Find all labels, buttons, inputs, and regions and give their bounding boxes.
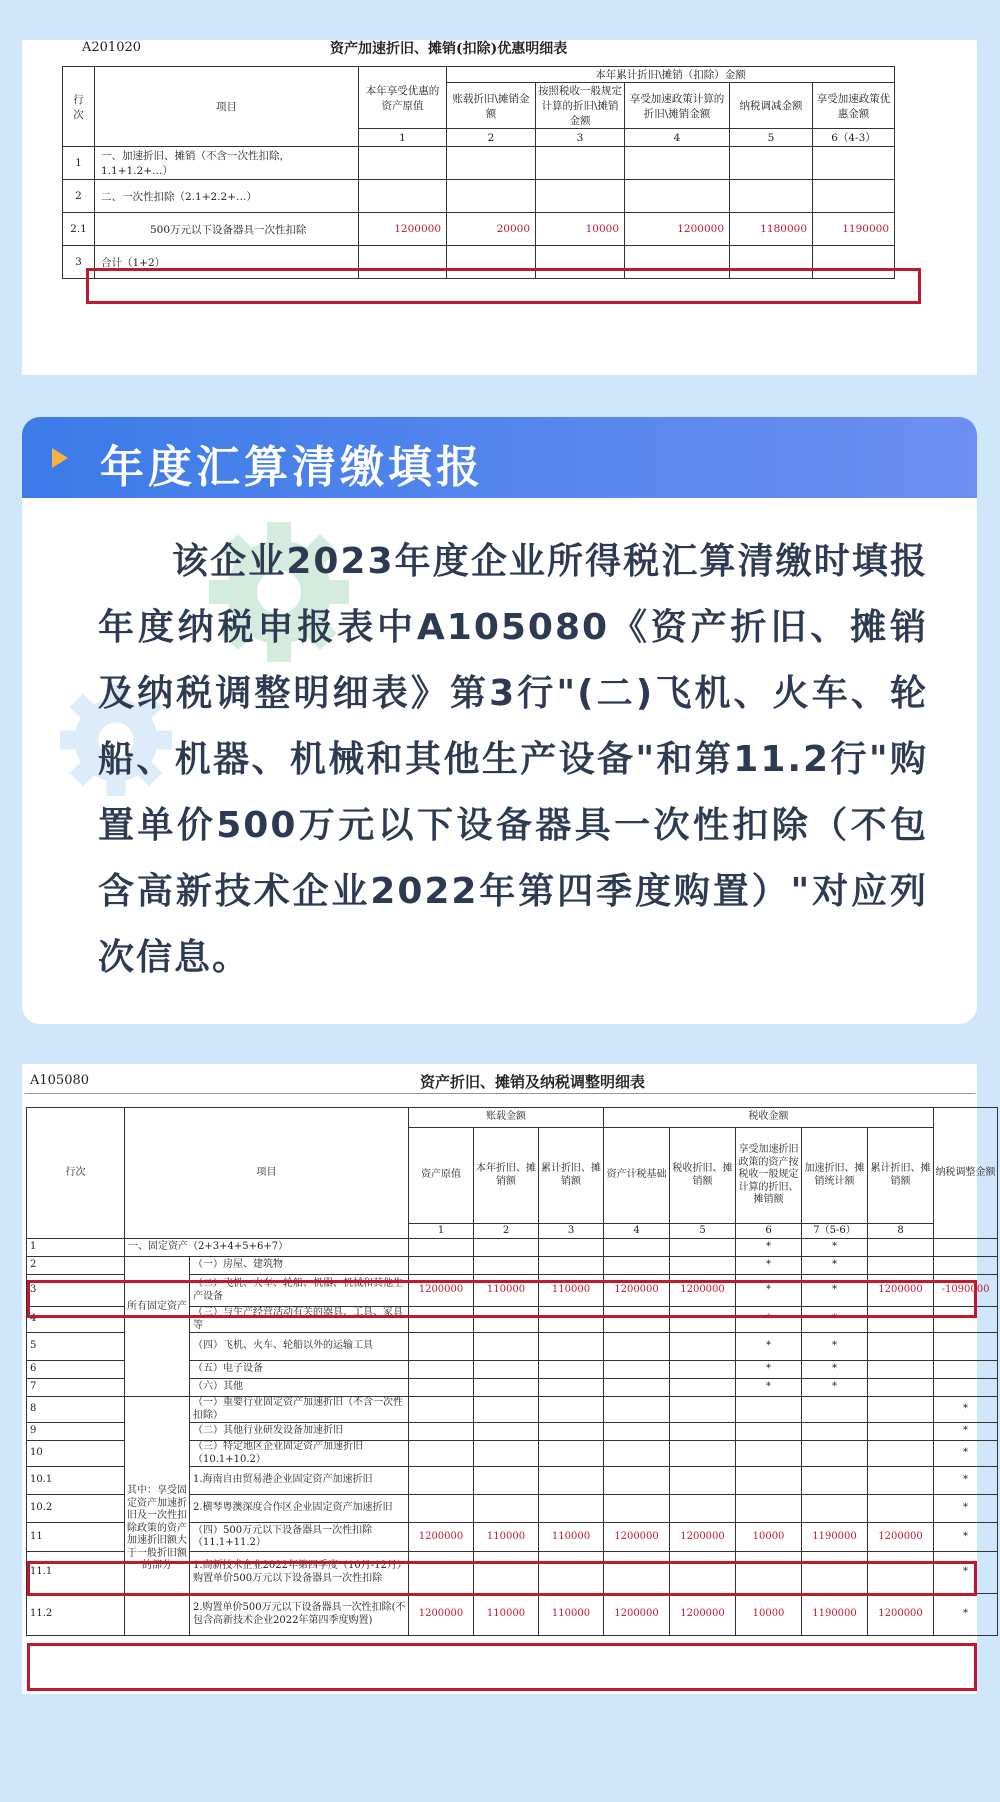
t2-cell <box>868 1423 934 1441</box>
t2-cell: * <box>802 1333 868 1361</box>
t1-header-original: 本年享受优惠的资产原值 <box>359 67 447 129</box>
t1-cell: 20000 <box>447 213 536 246</box>
t2-cell <box>409 1333 474 1361</box>
t2-cell <box>736 1467 802 1495</box>
table2-title: 资产折旧、摊销及纳税调整明细表 <box>420 1073 646 1091</box>
t2-cell: 1200000 <box>868 1275 934 1307</box>
t2-cell <box>934 1361 998 1379</box>
t2-rowno: 11.2 <box>27 1594 125 1636</box>
t2-group-accel: 其中：享受固定资产加速折旧及一次性扣除政策的资产加速折旧额大于一般折旧额的部分 <box>125 1397 190 1636</box>
t2-cell: 1200000 <box>604 1594 670 1636</box>
t2-cell <box>474 1379 539 1397</box>
t1-cell: 1200000 <box>359 213 447 246</box>
t2-cell: * <box>802 1361 868 1379</box>
t2-rowno: 1 <box>27 1239 125 1257</box>
t2-cell <box>474 1397 539 1423</box>
t2-cell <box>868 1361 934 1379</box>
table-row-highlighted <box>63 213 895 246</box>
t2-header-c7: 加速折旧、摊销统计额 <box>802 1128 868 1224</box>
t2-cell: * <box>934 1423 998 1441</box>
t2-cell <box>736 1495 802 1523</box>
t2-cell <box>670 1552 736 1594</box>
t2-cell: 1200000 <box>409 1594 474 1636</box>
t2-cell <box>539 1379 604 1397</box>
table-row <box>27 1239 998 1257</box>
t1-rowno: 3 <box>63 246 95 279</box>
t2-item: （一）重要行业固定资产加速折旧（不含一次性扣除） <box>190 1397 409 1423</box>
t2-cell <box>474 1467 539 1495</box>
t2-cell <box>670 1361 736 1379</box>
t2-cell <box>736 1423 802 1441</box>
t2-cell <box>539 1397 604 1423</box>
t2-cell <box>539 1361 604 1379</box>
t1-rowno: 1 <box>63 147 95 180</box>
t2-cell: 110000 <box>474 1275 539 1307</box>
t2-cell <box>868 1257 934 1275</box>
t1-header-group: 本年累计折旧\摊销（扣除）金额 <box>447 67 895 83</box>
t2-cell: 1200000 <box>409 1275 474 1307</box>
t2-cell <box>539 1441 604 1467</box>
t2-header-c5: 税收折旧、摊销额 <box>670 1128 736 1224</box>
t2-cell: * <box>736 1239 802 1257</box>
t2-item: 2.购置单价500万元以下设备器具一次性扣除(不包含高新技术企业2022年第四季度购置) <box>190 1594 409 1636</box>
t2-item: （五）电子设备 <box>190 1361 409 1379</box>
t2-cell <box>409 1467 474 1495</box>
t2-header-c3: 累计折旧、摊销额 <box>539 1128 604 1224</box>
t2-cell: * <box>934 1467 998 1495</box>
t1-colnum: 5 <box>730 129 813 147</box>
t2-item: 1.高新技术企业2022年第四季度（10月-12月）购置单价500万元以下设备器具一次性扣除 <box>190 1552 409 1594</box>
t2-cell <box>409 1397 474 1423</box>
t1-colnum: 2 <box>447 129 536 147</box>
t2-cell <box>868 1552 934 1594</box>
t2-cell: * <box>934 1495 998 1523</box>
t2-cell <box>474 1333 539 1361</box>
t1-colnum: 3 <box>536 129 625 147</box>
t1-header-rowno: 行 次 <box>63 67 95 147</box>
t2-cell <box>736 1552 802 1594</box>
t2-cell <box>409 1379 474 1397</box>
t2-cell: * <box>736 1361 802 1379</box>
t2-rowno: 11.1 <box>27 1552 125 1594</box>
t2-cell <box>604 1257 670 1275</box>
t2-cell: 110000 <box>539 1523 604 1552</box>
t2-cell: * <box>736 1307 802 1333</box>
t2-cell: * <box>934 1397 998 1423</box>
t2-cell <box>670 1379 736 1397</box>
t2-cell: 1200000 <box>670 1594 736 1636</box>
t1-item: 500万元以下设备器具一次性扣除 <box>95 213 359 246</box>
t1-header-c5: 纳税调减金额 <box>730 83 813 129</box>
t2-cell <box>934 1239 998 1257</box>
t2-cell <box>802 1552 868 1594</box>
t2-colnum: 6 <box>736 1224 802 1239</box>
t2-cell <box>670 1441 736 1467</box>
t2-item: 一、固定资产（2+3+4+5+6+7） <box>125 1239 409 1257</box>
t2-cell <box>604 1307 670 1333</box>
t2-item: （四）500万元以下设备器具一次性扣除（11.1+11.2） <box>190 1523 409 1552</box>
t2-cell: 1200000 <box>868 1523 934 1552</box>
t2-cell <box>604 1423 670 1441</box>
t2-colnum: 8 <box>868 1224 934 1239</box>
t2-header-c8: 累计折旧、摊销额 <box>868 1128 934 1224</box>
t1-header-c4: 享受加速政策计算的折旧\摊销金额 <box>625 83 730 129</box>
t2-cell <box>474 1361 539 1379</box>
t2-cell: * <box>736 1379 802 1397</box>
section-paragraph: 该企业2023年度企业所得税汇算清缴时填报年度纳税申报表中A105080《资产折旧、摊销及纳税调整明细表》第3行"(二)飞机、火车、轮船、机器、机械和其他生产设备"和第11.2行"购置单价500万元以下设备器具一次性扣除（不包含高新技术企业2022年第四季度购置）"对应列次信息。 <box>98 541 928 978</box>
t2-colnum: 7（5-6） <box>802 1224 868 1239</box>
t1-header-c6: 享受加速政策优惠金额 <box>813 83 895 129</box>
t2-item: （二）飞机、火车、轮船、机器、机械和其他生产设备 <box>190 1275 409 1307</box>
t2-colnum: 1 <box>409 1224 474 1239</box>
t2-header-rowno: 行次 <box>27 1108 125 1239</box>
table-row <box>63 147 895 180</box>
t2-rowno: 6 <box>27 1361 125 1379</box>
t2-cell: 110000 <box>474 1523 539 1552</box>
t2-cell: 1200000 <box>868 1594 934 1636</box>
t2-rowno: 10 <box>27 1441 125 1467</box>
t2-cell: 10000 <box>736 1594 802 1636</box>
t2-header-book: 账载金额 <box>409 1108 604 1128</box>
t2-cell <box>934 1333 998 1361</box>
t2-cell: * <box>934 1523 998 1552</box>
t2-header-c6: 享受加速折旧政策的资产按税收一般规定计算的折旧、摊销额 <box>736 1128 802 1224</box>
t2-rowno: 10.1 <box>27 1467 125 1495</box>
t2-header-c2: 本年折旧、摊销额 <box>474 1128 539 1224</box>
t2-rowno: 7 <box>27 1379 125 1397</box>
t2-item: （一）房屋、建筑物 <box>190 1257 409 1275</box>
t2-item: （二）其他行业研发设备加速折旧 <box>190 1423 409 1441</box>
t2-cell <box>868 1333 934 1361</box>
t2-cell <box>604 1379 670 1397</box>
t2-cell <box>670 1423 736 1441</box>
t2-cell <box>868 1307 934 1333</box>
table1-code: A201020 <box>82 40 142 55</box>
t2-cell <box>868 1467 934 1495</box>
t2-colnum: 5 <box>670 1224 736 1239</box>
t2-cell <box>474 1307 539 1333</box>
t2-cell: * <box>736 1275 802 1307</box>
t2-cell <box>868 1441 934 1467</box>
t2-cell: * <box>802 1275 868 1307</box>
table2-body <box>27 1239 998 1636</box>
t2-cell: 1190000 <box>802 1523 868 1552</box>
t2-cell: 1200000 <box>604 1523 670 1552</box>
t2-cell <box>539 1333 604 1361</box>
t2-cell <box>539 1307 604 1333</box>
table1-title: 资产加速折旧、摊销(扣除)优惠明细表 <box>330 41 568 57</box>
t2-cell <box>868 1239 934 1257</box>
t1-colnum: 4 <box>625 129 730 147</box>
t1-colnum: 1 <box>359 129 447 147</box>
t2-cell: -1090000 <box>934 1275 998 1307</box>
t2-cell: * <box>802 1307 868 1333</box>
t2-group-fixed: 所有固定资产 <box>125 1257 190 1397</box>
table-row <box>63 180 895 213</box>
t2-cell <box>604 1361 670 1379</box>
t2-cell <box>409 1552 474 1594</box>
t2-cell: * <box>802 1257 868 1275</box>
t1-colnum: 6（4-3） <box>813 129 895 147</box>
t2-item: （六）其他 <box>190 1379 409 1397</box>
t2-header-item: 项目 <box>125 1108 409 1239</box>
t2-cell: 110000 <box>539 1275 604 1307</box>
t2-cell: 1200000 <box>604 1275 670 1307</box>
t2-cell <box>670 1397 736 1423</box>
t2-cell <box>934 1257 998 1275</box>
t2-item: （三）与生产经营活动有关的器具、工具、家具等 <box>190 1307 409 1333</box>
t2-cell <box>670 1495 736 1523</box>
t2-cell: * <box>802 1239 868 1257</box>
t2-cell: * <box>934 1441 998 1467</box>
t2-cell <box>539 1495 604 1523</box>
t1-rowno: 2 <box>63 180 95 213</box>
t2-item: 1.海南自由贸易港企业固定资产加速折旧 <box>190 1467 409 1495</box>
t2-cell <box>474 1441 539 1467</box>
t2-cell <box>539 1552 604 1594</box>
t2-cell: 1200000 <box>409 1523 474 1552</box>
table-row <box>63 246 895 279</box>
t2-cell <box>736 1441 802 1467</box>
t2-cell <box>409 1239 474 1257</box>
t2-cell <box>474 1239 539 1257</box>
t2-cell <box>670 1467 736 1495</box>
t2-cell <box>474 1495 539 1523</box>
table2-code: A105080 <box>30 1073 90 1088</box>
t2-cell <box>604 1441 670 1467</box>
section-title: 年度汇算清缴填报 <box>100 442 484 493</box>
t2-cell <box>802 1467 868 1495</box>
t2-cell <box>409 1307 474 1333</box>
t2-cell <box>539 1257 604 1275</box>
t2-cell <box>604 1552 670 1594</box>
t2-item: （三）特定地区企业固定资产加速折旧（10.1+10.2） <box>190 1441 409 1467</box>
t2-colnum: 3 <box>539 1224 604 1239</box>
t2-rowno: 8 <box>27 1397 125 1423</box>
t2-rowno: 11 <box>27 1523 125 1552</box>
t2-cell <box>409 1423 474 1441</box>
t2-cell <box>736 1397 802 1423</box>
t2-header-c9: 纳税调整金额 <box>934 1108 998 1239</box>
t2-header-c4: 资产计税基础 <box>604 1128 670 1224</box>
t2-colnum: 4 <box>604 1224 670 1239</box>
t1-cell: 1180000 <box>730 213 813 246</box>
t2-cell <box>474 1257 539 1275</box>
t2-rowno: 2 <box>27 1257 125 1275</box>
table2 <box>26 1107 998 1636</box>
t2-cell: * <box>736 1257 802 1275</box>
t2-rowno: 5 <box>27 1333 125 1361</box>
t2-cell <box>802 1397 868 1423</box>
t1-item: 二、一次性扣除（2.1+2.2+…） <box>95 180 359 213</box>
t2-item: 2.横琴粤澳深度合作区企业固定资产加速折旧 <box>190 1495 409 1523</box>
t2-cell <box>539 1423 604 1441</box>
t2-cell: 1190000 <box>802 1594 868 1636</box>
t2-cell <box>539 1467 604 1495</box>
t2-cell <box>670 1239 736 1257</box>
t2-cell <box>604 1397 670 1423</box>
t2-cell <box>539 1239 604 1257</box>
t2-cell <box>409 1361 474 1379</box>
t2-cell <box>474 1552 539 1594</box>
t2-cell: * <box>802 1379 868 1397</box>
t2-cell <box>409 1495 474 1523</box>
t1-rowno: 2.1 <box>63 213 95 246</box>
section-banner <box>22 417 977 498</box>
t2-header-c1: 资产原值 <box>409 1128 474 1224</box>
t2-cell <box>604 1333 670 1361</box>
t2-cell <box>409 1441 474 1467</box>
t2-cell <box>868 1495 934 1523</box>
t2-item: （四）飞机、火车、轮船以外的运输工具 <box>190 1333 409 1361</box>
t2-cell <box>409 1257 474 1275</box>
t2-cell: 10000 <box>736 1523 802 1552</box>
t2-cell <box>868 1379 934 1397</box>
t2-cell <box>934 1379 998 1397</box>
t2-cell: 110000 <box>539 1594 604 1636</box>
triangle-icon <box>52 448 68 468</box>
table-row <box>27 1397 998 1423</box>
t2-cell <box>934 1307 998 1333</box>
t2-cell <box>670 1257 736 1275</box>
t2-cell <box>604 1467 670 1495</box>
t2-header-tax: 税收金额 <box>604 1108 934 1128</box>
table1 <box>62 66 895 279</box>
t2-cell <box>802 1423 868 1441</box>
t2-cell: 110000 <box>474 1594 539 1636</box>
t2-cell <box>604 1495 670 1523</box>
t2-cell <box>802 1441 868 1467</box>
t2-cell: * <box>934 1594 998 1636</box>
t2-cell <box>670 1333 736 1361</box>
t2-cell <box>670 1307 736 1333</box>
t1-header-item: 项目 <box>95 67 359 147</box>
t2-cell <box>868 1397 934 1423</box>
t2-rowno: 3 <box>27 1275 125 1307</box>
t1-header-c3: 按照税收一般规定计算的折旧\摊销金额 <box>536 83 625 129</box>
t2-cell: 1200000 <box>670 1523 736 1552</box>
t1-cell: 1200000 <box>625 213 730 246</box>
t2-rowno: 9 <box>27 1423 125 1441</box>
t2-rowno: 4 <box>27 1307 125 1333</box>
t2-rowno: 10.2 <box>27 1495 125 1523</box>
t2-cell <box>802 1495 868 1523</box>
t1-item: 一、加速折旧、摊销（不含一次性扣除，1.1+1.2+…） <box>95 147 359 180</box>
t2-cell <box>474 1423 539 1441</box>
section-card <box>22 417 977 1024</box>
t2-cell: * <box>736 1333 802 1361</box>
t1-header-c2: 账载折旧\摊销金额 <box>447 83 536 129</box>
t1-cell: 10000 <box>536 213 625 246</box>
t2-cell <box>604 1239 670 1257</box>
table-row <box>27 1257 998 1275</box>
t2-cell: * <box>934 1552 998 1594</box>
t1-item: 合计（1+2） <box>95 246 359 279</box>
t1-cell: 1190000 <box>813 213 895 246</box>
t2-cell: 1200000 <box>670 1275 736 1307</box>
t2-colnum: 2 <box>474 1224 539 1239</box>
